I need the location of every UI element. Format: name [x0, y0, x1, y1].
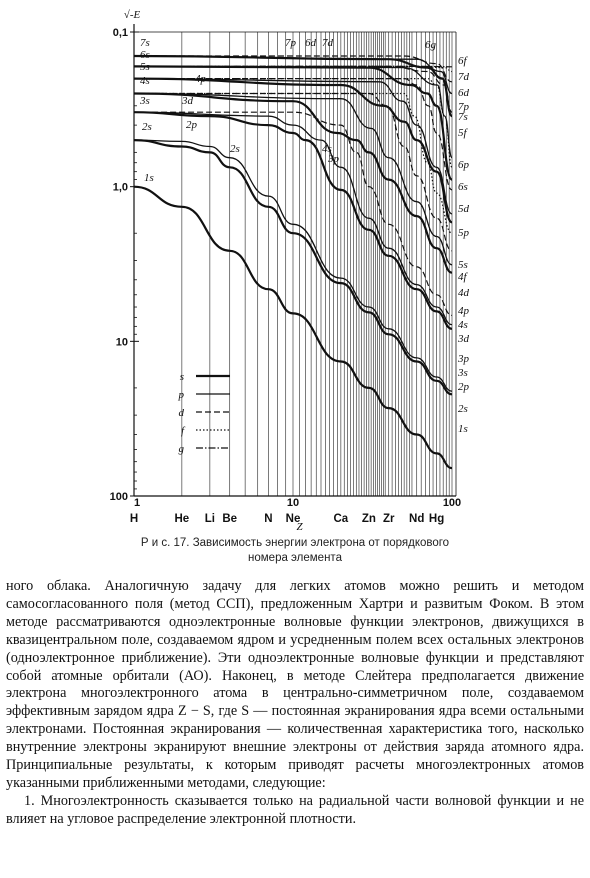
y-tick-label: 10 — [115, 336, 128, 349]
curve-label: 1s — [144, 172, 154, 184]
right-curve-label: 4s — [458, 319, 468, 331]
right-curve-label: 4f — [458, 271, 467, 283]
curve-label: 6g — [425, 39, 436, 51]
right-curve-label: 4p — [458, 305, 469, 317]
element-label: N — [264, 513, 273, 525]
legend — [178, 371, 231, 455]
right-curve-label: 6s — [458, 181, 468, 193]
curve-label: 2s — [230, 143, 240, 155]
curve-label: 7p — [285, 37, 296, 49]
element-label: Nd — [409, 513, 425, 525]
element-label: Ne — [285, 513, 301, 525]
curve-label: 4s — [140, 75, 150, 87]
curve-label: 3s — [140, 95, 150, 107]
element-label: Hg — [428, 513, 445, 525]
x-tick-label: 100 — [442, 497, 462, 509]
caption-line-1: Р и с. 17. Зависимость энергии электрона от порядкового — [140, 537, 450, 549]
legend-label: g — [178, 443, 184, 455]
right-curve-label: 5p — [458, 227, 469, 239]
element-label: Zn — [361, 513, 376, 525]
curve-label: 2p — [186, 119, 197, 131]
right-curve-label: 2s — [458, 403, 468, 415]
axes — [110, 9, 462, 530]
right-curve-label: 3d — [458, 333, 469, 345]
paragraph-2: 1. Многоэлектронность сказывается только на радиальной части волновой функции и не влияет на угловое распределение электронной плотности. — [6, 792, 584, 827]
curve-label: 7d — [322, 37, 333, 49]
legend-label: p — [178, 389, 184, 401]
element-label: He — [174, 513, 190, 525]
right-curve-label: 5f — [458, 127, 467, 139]
element-label: H — [129, 513, 139, 525]
curve-label: 3d — [182, 95, 193, 107]
right-curve-label: 5s — [458, 259, 468, 271]
right-curve-label: 5d — [458, 203, 469, 215]
right-curve-label: 1s — [458, 423, 468, 435]
right-curve-label: 4d — [458, 287, 469, 299]
curve-label: 4s — [322, 143, 332, 155]
right-curve-label: 3s — [458, 367, 468, 379]
curve-label: 6d — [305, 37, 316, 49]
legend-label: d — [178, 407, 184, 419]
element-label: Ca — [333, 513, 349, 525]
right-curve-label: 7p — [458, 101, 469, 113]
right-curve-label: 6p — [458, 159, 469, 171]
right-curve-label: 2p — [458, 381, 469, 393]
element-label: Zr — [382, 513, 395, 525]
element-label: Be — [222, 513, 238, 525]
caption-line-2: номера элемента — [248, 552, 342, 564]
legend-label: f — [180, 425, 184, 437]
legend-label: s — [179, 371, 184, 383]
curve-label: 2s — [142, 121, 152, 133]
y-axis-title: √-E — [123, 9, 141, 21]
curve-label: 3p — [328, 153, 339, 165]
x-tick-label: 1 — [133, 497, 141, 509]
curve-label: 5s — [140, 61, 150, 73]
right-curve-label: 6d — [458, 87, 469, 99]
y-tick-label: 0,1 — [112, 27, 128, 39]
y-tick-label: 1,0 — [112, 181, 128, 194]
right-curve-label: 6f — [458, 55, 467, 67]
curve-label: 4p — [195, 73, 206, 85]
right-curve-label: 3p — [458, 353, 469, 365]
curve-label: 7s — [140, 37, 150, 49]
body-text — [6, 578, 584, 829]
curve-labels — [139, 37, 470, 435]
x-tick-label: 10 — [286, 497, 300, 509]
element-label: Li — [204, 513, 215, 525]
right-curve-label: 7d — [458, 71, 469, 83]
right-curve-label: 7s — [458, 111, 468, 123]
y-tick-label: 100 — [109, 491, 128, 503]
figure-caption — [60, 536, 530, 566]
paragraph-1: ного облака. Аналогичную задачу для легких атомов можно решить и методом самосогласованного поля (метод ССП), предложенным Хартри и развитым Фоком. В этом методе рассматриваются одноэлектронные волновые функции электронов, движущихся в квазицентральном поле, создаваемом ядром и усредненным полем всех остальных электронов (одноэлектронное приближение). Эти одноэлектронные волновые функции и представляют собой атомные орбитали (АО). Наконец, в методе Слейтера предполагается движение электрона многоэлектронного атома в центрально-симметричном поле, создаваемом эффективным зарядом ядра Z − S, где S — постоянная экранирования ядра всеми остальными электронами. Постоянная экранирования — количественная характеристика того, насколько внутренние электроны экранируют внешние электроны от действия заряда атомного ядра. Принципиальные результаты, к которым приводят расчеты многоэлектронных атомов указанными приближенными методами, следующие: — [6, 578, 584, 791]
x-axis-title: Z — [296, 521, 303, 530]
curve-label: 6s — [140, 49, 150, 61]
